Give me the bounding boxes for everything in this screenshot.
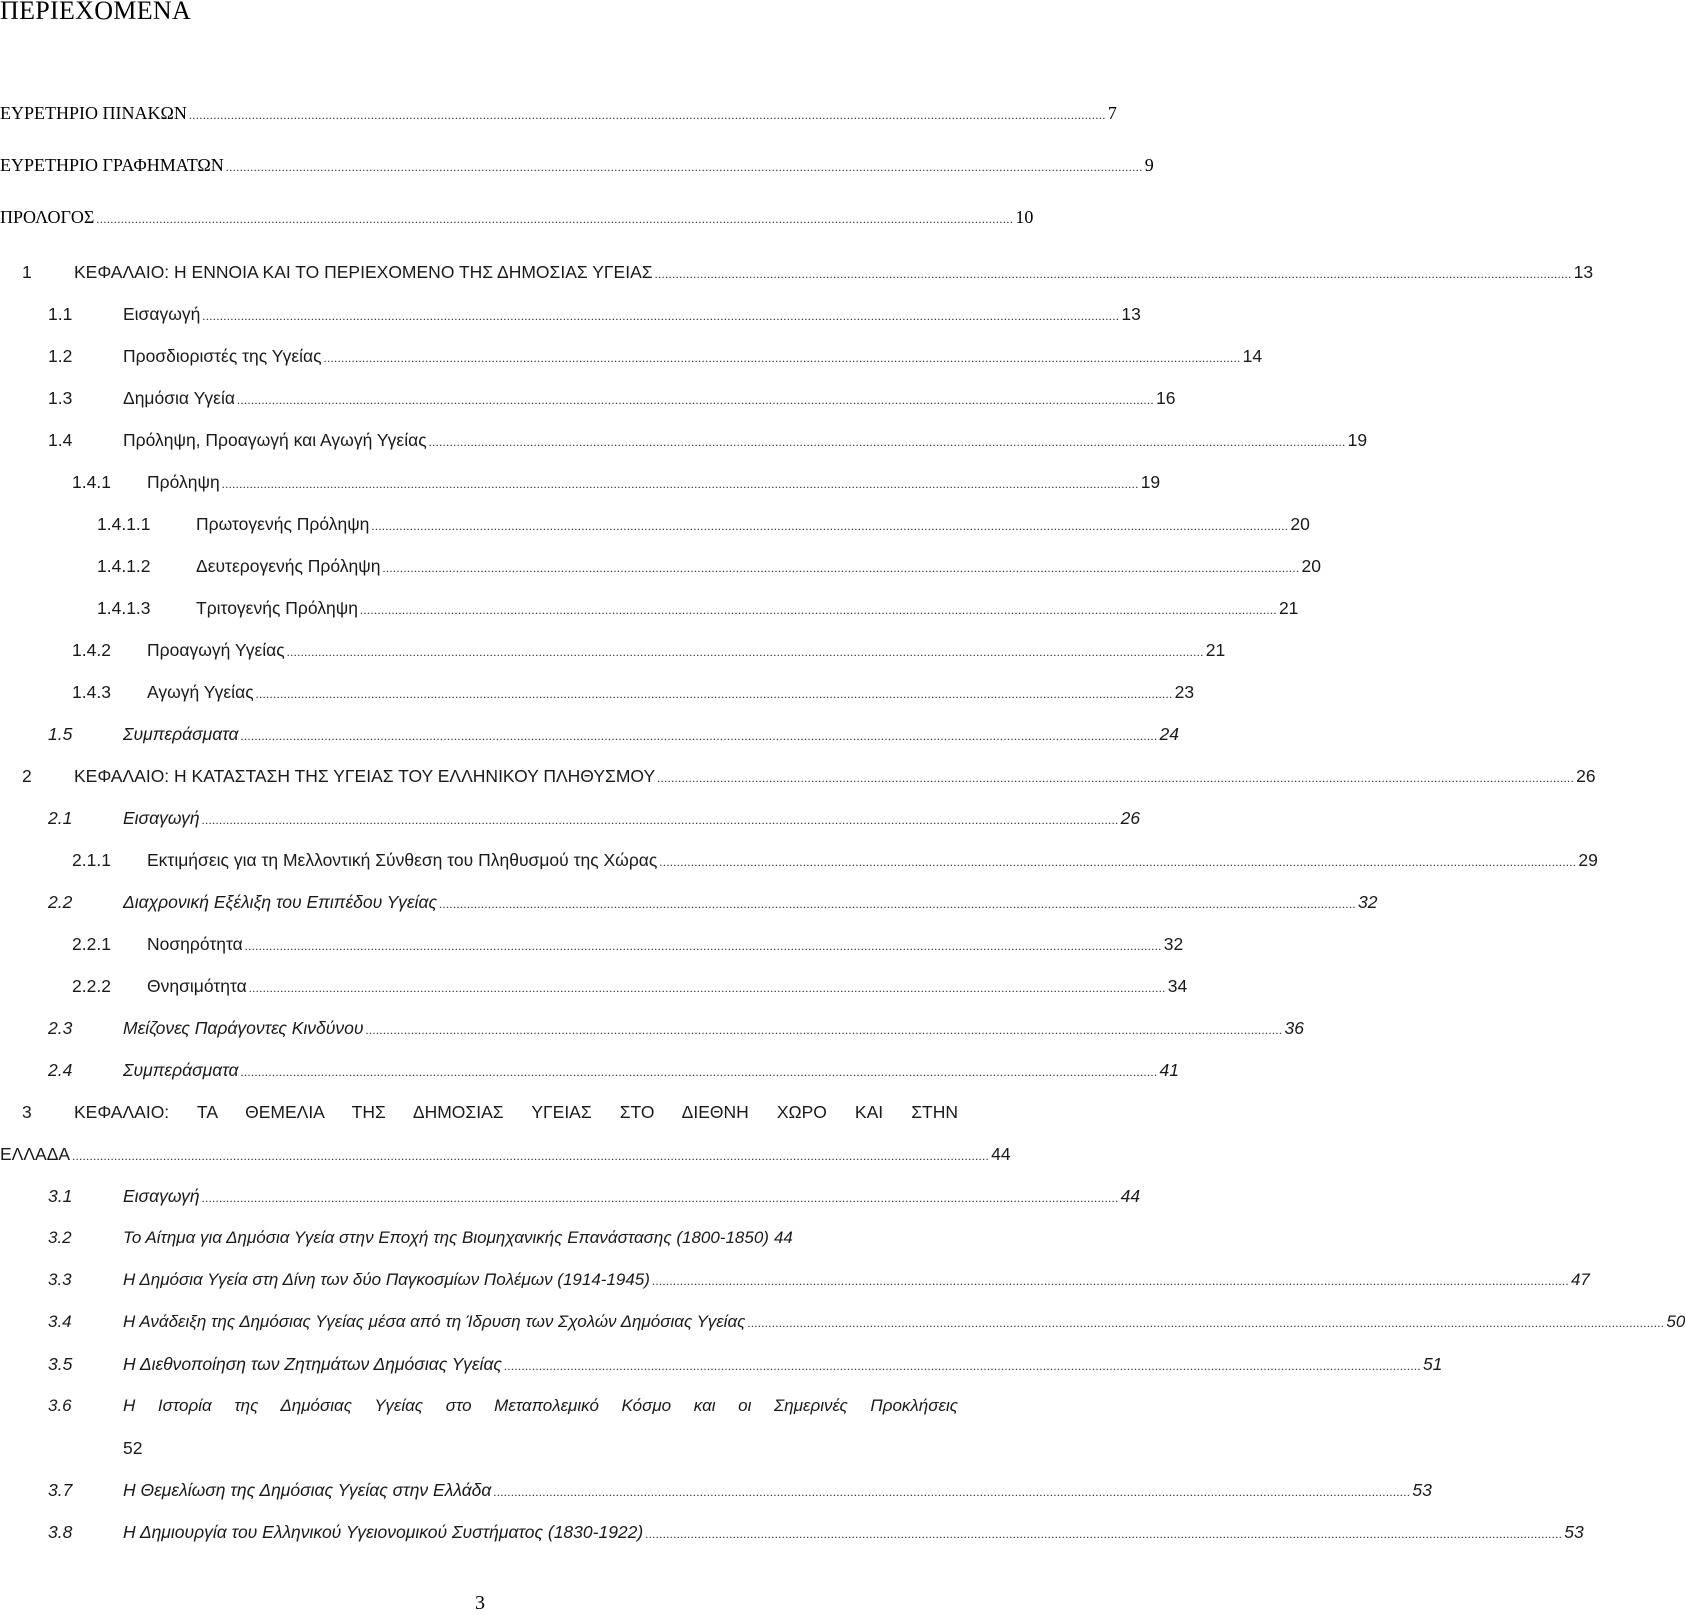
- dot-leader: [657, 771, 1574, 786]
- toc-entry[interactable]: [72, 976, 1188, 1006]
- dot-leader: [439, 897, 1356, 912]
- toc-entry-text: ΚΕΦΑΛΑΙΟ: Η ΚΑΤΑΣΤΑΣΗ ΤΗΣ ΥΓΕΙΑΣ ΤΟΥ ΕΛΛΗΝΙΚΟΥ ΠΛΗΘΥΣΜΟΥ: [74, 766, 656, 786]
- dot-leader: [360, 603, 1277, 618]
- toc-entry[interactable]: [48, 1480, 1432, 1510]
- toc-entry[interactable]: [48, 1522, 1584, 1552]
- toc-entry-page: 34: [1167, 976, 1188, 996]
- toc-entry-page: 23: [1174, 682, 1195, 702]
- toc-entry[interactable]: [48, 430, 1368, 460]
- toc-entry[interactable]: [72, 934, 1184, 964]
- toc-entry-page: 26: [1120, 808, 1141, 828]
- toc-entry-page: 21: [1205, 640, 1226, 660]
- toc-entry-text: Η Ιστορία της Δημόσιας Υγείας στο Μεταπολεμικό Κόσμο και οι Σημερινές Προκλήσεις: [123, 1396, 958, 1415]
- toc-entry-page: 29: [1578, 850, 1598, 870]
- toc-entry-page: 26: [1576, 766, 1596, 786]
- toc-entry-number: 3.6: [48, 1396, 72, 1415]
- toc-entry[interactable]: [72, 682, 1195, 712]
- toc-entry-text: Η Ανάδειξη της Δημόσιας Υγείας μέσα από τη Ίδρυση των Σχολών Δημόσιας Υγείας: [123, 1312, 746, 1331]
- toc-entry-number: 2.2: [48, 892, 73, 912]
- toc-entry-page: 50: [1666, 1312, 1685, 1331]
- toc-entry-number: 3.2: [48, 1228, 72, 1247]
- toc-entry-number: 3: [22, 1102, 32, 1122]
- dot-leader: [747, 1316, 1664, 1331]
- toc-entry-page: 21: [1278, 598, 1299, 618]
- dot-leader: [324, 351, 1241, 366]
- toc-entry[interactable]: [48, 388, 1176, 418]
- toc-entry[interactable]: [48, 724, 1179, 754]
- toc-entry-page: 16: [1155, 388, 1176, 408]
- toc-entry-text: Συμπεράσματα: [123, 1060, 239, 1080]
- toc-entry-text: Πρόληψη, Προαγωγή και Αγωγή Υγείας: [123, 430, 427, 450]
- toc-entry-text: Συμπεράσματα: [123, 724, 239, 744]
- toc-entry-page: 36: [1284, 1018, 1304, 1038]
- toc-entry-text: Δευτερογενής Πρόληψη: [196, 556, 381, 576]
- dot-leader: [256, 687, 1173, 702]
- toc-entry-text: Προαγωγή Υγείας: [147, 640, 285, 660]
- toc-entry-continuation[interactable]: [0, 1144, 1011, 1174]
- toc-entry-page: 7: [1107, 103, 1117, 123]
- toc-entry-number: 3.5: [48, 1354, 73, 1374]
- dot-leader: [202, 813, 1119, 828]
- toc-entry-page: 32: [1163, 934, 1184, 954]
- dot-leader: [72, 1149, 989, 1164]
- dot-leader: [652, 1274, 1569, 1289]
- toc-entry-text: Μείζονες Παράγοντες Κινδύνου: [123, 1018, 364, 1038]
- toc-entry[interactable]: [48, 1060, 1179, 1090]
- toc-entry-text: Το Αίτημα για Δημόσια Υγεία στην Εποχή της Βιομηχανικής Επανάστασης (1800-1850): [123, 1228, 769, 1247]
- toc-entry[interactable]: [97, 514, 1310, 544]
- dot-leader: [429, 435, 1346, 450]
- dot-leader: [241, 729, 1158, 744]
- toc-entry-number: 1.1: [48, 304, 73, 324]
- toc-entry-number: 1.4: [48, 430, 73, 450]
- dot-leader: [493, 1485, 1410, 1500]
- toc-entry[interactable]: [72, 850, 1598, 880]
- toc-entry-text: Διαχρονική Εξέλιξη του Επιπέδου Υγείας: [123, 892, 437, 912]
- toc-entry-number: 2.1: [48, 808, 73, 828]
- toc-entry-text: Πρωτογενής Πρόληψη: [196, 514, 370, 534]
- toc-entry[interactable]: [48, 1396, 958, 1426]
- toc-entry-number: 2.4: [48, 1060, 73, 1080]
- toc-entry[interactable]: [0, 207, 1034, 237]
- toc-entry-text: ΕΥΡΕΤΗΡΙΟ ΓΡΑΦΗΜΑΤΩΝ: [0, 155, 224, 175]
- toc-entry-number: 1.4.1.2: [97, 556, 151, 576]
- dot-leader: [189, 108, 1106, 123]
- toc-entry[interactable]: [48, 808, 1141, 838]
- toc-entry-text: Εκτιμήσεις για τη Μελλοντική Σύνθεση του Πληθυσμού της Χώρας: [147, 850, 658, 870]
- toc-entry[interactable]: [48, 304, 1141, 334]
- dot-leader: [241, 1065, 1158, 1080]
- toc-entry-text: Εισαγωγή: [123, 1186, 200, 1206]
- toc-entry-page: 9: [1144, 155, 1154, 175]
- toc-entry-page: 47: [1570, 1270, 1590, 1289]
- toc-entry-page: 41: [1159, 1060, 1179, 1080]
- toc-entry-number: 1.2: [48, 346, 73, 366]
- toc-entry-number: 3.1: [48, 1186, 73, 1206]
- toc-entry[interactable]: [48, 346, 1263, 376]
- toc-entry-page: 10: [1015, 207, 1034, 227]
- toc-entry[interactable]: [48, 1354, 1443, 1384]
- toc-entry-text: Εισαγωγή: [123, 304, 201, 324]
- dot-leader: [245, 939, 1162, 954]
- toc-entry-page: 20: [1301, 556, 1321, 576]
- toc-entry-text: Πρόληψη: [147, 472, 220, 492]
- dot-leader: [659, 855, 1576, 870]
- toc-entry-number: 2: [22, 766, 32, 786]
- toc-entry-page: 51: [1422, 1354, 1443, 1374]
- toc-entry-number: 1.4.1: [72, 472, 111, 492]
- toc-entry-page: 13: [1121, 304, 1141, 324]
- dot-leader: [226, 160, 1143, 175]
- dot-leader: [645, 1527, 1562, 1542]
- dot-leader: [382, 561, 1299, 576]
- toc-entry-text: Δημόσια Υγεία: [123, 388, 235, 408]
- toc-entry-page: 24: [1159, 724, 1179, 744]
- page-number: 3: [475, 1592, 485, 1614]
- toc-entry-number: 2.3: [48, 1018, 73, 1038]
- toc-entry-text: Προσδιοριστές της Υγείας: [123, 346, 322, 366]
- toc-entry-number: 1.5: [48, 724, 73, 744]
- toc-entry-text: Θνησιμότητα: [147, 976, 247, 996]
- toc-entry[interactable]: [72, 640, 1226, 670]
- toc-entry[interactable]: [22, 1102, 958, 1132]
- toc-entry-number: 1.3: [48, 388, 73, 408]
- toc-entry[interactable]: [97, 556, 1321, 586]
- dot-leader: [655, 267, 1572, 282]
- dot-leader: [504, 1359, 1421, 1374]
- toc-entry[interactable]: [22, 262, 1594, 292]
- toc-entry-text: ΚΕΦΑΛΑΙΟ: Η ΕΝΝΟΙΑ ΚΑΙ ΤΟ ΠΕΡΙΕΧΟΜΕΝΟ ΤΗΣ ΔΗΜΟΣΙΑΣ ΥΓΕΙΑΣ: [74, 262, 653, 282]
- toc-title: ΠΕΡΙΕΧΟΜΕΝΑ: [0, 0, 192, 25]
- toc-entry[interactable]: [48, 1270, 1590, 1300]
- toc-entry-number: 1: [22, 262, 32, 282]
- toc-entry-number: 3.8: [48, 1522, 73, 1542]
- dot-leader: [202, 1191, 1119, 1206]
- toc-entry-page: 13: [1573, 262, 1594, 282]
- toc-entry[interactable]: [0, 155, 1154, 185]
- toc-entry-text: ΕΥΡΕΤΗΡΙΟ ΠΙΝΑΚΩΝ: [0, 103, 187, 123]
- toc-entry-text: Τριτογενής Πρόληψη: [196, 598, 358, 618]
- toc-entry-text: ΚΕΦΑΛΑΙΟ: ΤΑ ΘΕΜΕΛΙΑ ΤΗΣ ΔΗΜΟΣΙΑΣ ΥΓΕΙΑΣ ΣΤΟ ΔΙΕΘΝΗ ΧΩΡΟ ΚΑΙ ΣΤΗΝ: [74, 1102, 958, 1122]
- toc-entry-text: ΕΛΛΑΔΑ: [0, 1144, 71, 1164]
- toc-entry-page: 32: [1357, 892, 1378, 912]
- toc-entry-text: Νοσηρότητα: [147, 934, 243, 954]
- toc-entry-page: 53: [1412, 1480, 1432, 1500]
- toc-entry-number: 3.4: [48, 1312, 72, 1331]
- toc-entry-continuation[interactable]: [123, 1438, 958, 1468]
- toc-entry-text: Η Δημιουργία του Ελληνικού Υγειονομικού Συστήματος (1830-1922): [123, 1522, 644, 1542]
- toc-entry-page: 44: [1120, 1186, 1141, 1206]
- toc-entry-number: 3.3: [48, 1270, 72, 1289]
- toc-entry-number: 2.1.1: [72, 850, 111, 870]
- toc-entry[interactable]: [48, 1018, 1304, 1048]
- toc-entry[interactable]: [48, 1312, 1685, 1342]
- toc-entry-text: ΠΡΟΛΟΓΟΣ: [0, 207, 95, 227]
- toc-entry-text: Εισαγωγή: [123, 808, 200, 828]
- toc-entry-page: 44: [773, 1228, 793, 1247]
- toc-entry-number: 3.7: [48, 1480, 73, 1500]
- toc-entry[interactable]: [48, 892, 1378, 922]
- toc-entry-number: 1.4.1.3: [97, 598, 151, 618]
- toc-entry-text: Η Δημόσια Υγεία στη Δίνη των δύο Παγκοσμίων Πολέμων (1914-1945): [123, 1270, 650, 1289]
- toc-entry-page: 52: [123, 1438, 143, 1458]
- toc-entry-page: 19: [1140, 472, 1161, 492]
- dot-leader: [96, 212, 1013, 227]
- dot-leader: [237, 393, 1154, 408]
- toc-entry[interactable]: [22, 766, 1596, 796]
- toc-entry-number: 2.2.2: [72, 976, 111, 996]
- toc-entry-page: 19: [1347, 430, 1368, 450]
- dot-leader: [222, 477, 1139, 492]
- toc-entry[interactable]: [72, 472, 1161, 502]
- toc-entry[interactable]: [48, 1186, 1141, 1216]
- toc-entry[interactable]: [0, 103, 1117, 133]
- dot-leader: [366, 1023, 1283, 1038]
- toc-entry-page: 53: [1564, 1522, 1584, 1542]
- dot-leader: [202, 309, 1119, 324]
- toc-entry-number: 2.2.1: [72, 934, 111, 954]
- toc-entry-text: Η Διεθνοποίηση των Ζητημάτων Δημόσιας Υγείας: [123, 1354, 502, 1374]
- toc-entry-number: 1.4.3: [72, 682, 111, 702]
- toc-entry-number: 1.4.1.1: [97, 514, 151, 534]
- toc-entry-page: 14: [1242, 346, 1263, 366]
- toc-entry-text: Αγωγή Υγείας: [147, 682, 254, 702]
- toc-entry-page: 20: [1290, 514, 1310, 534]
- toc-entry[interactable]: [48, 1228, 958, 1258]
- dot-leader: [287, 645, 1204, 660]
- dot-leader: [249, 981, 1166, 996]
- toc-entry[interactable]: [97, 598, 1299, 628]
- dot-leader: [371, 519, 1288, 534]
- toc-entry-number: 1.4.2: [72, 640, 111, 660]
- toc-entry-page: 44: [991, 1144, 1011, 1164]
- toc-entry-text: Η Θεμελίωση της Δημόσιας Υγείας στην Ελλάδα: [123, 1480, 492, 1500]
